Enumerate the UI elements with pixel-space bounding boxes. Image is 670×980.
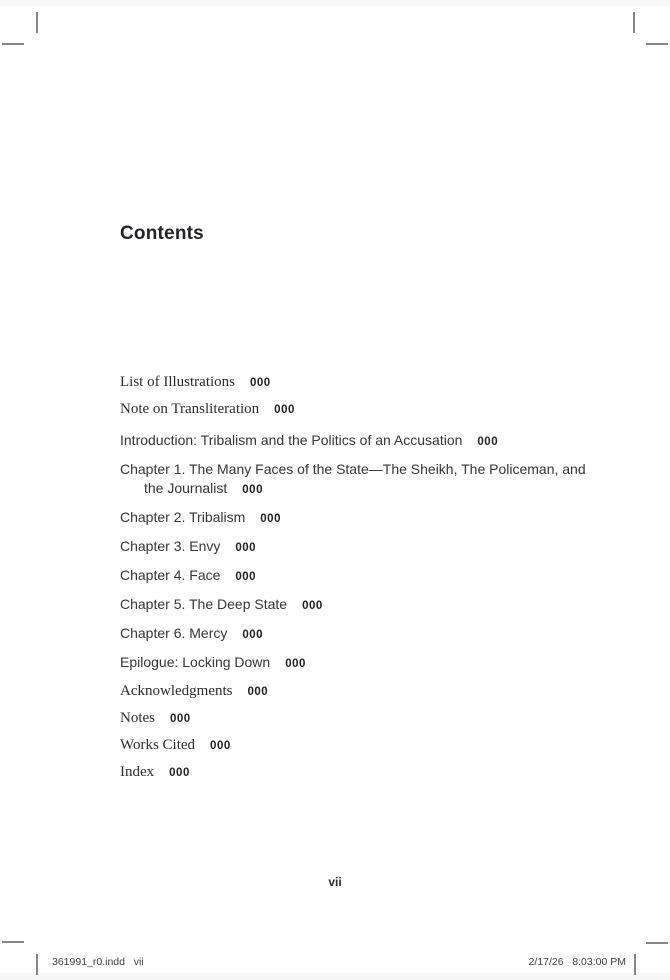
page-folio: vii xyxy=(328,875,342,889)
page-title: Contents xyxy=(120,223,204,244)
crop-mark-top-right-horizontal xyxy=(646,43,668,45)
toc-entry-label: Chapter 2. Tribalism xyxy=(120,509,246,525)
toc-entry-page-number: 000 xyxy=(477,436,499,448)
crop-mark-bottom-right-vertical xyxy=(634,954,636,975)
toc-front-matter-section xyxy=(120,373,590,420)
toc-entry-page-number: 000 xyxy=(242,484,263,496)
toc-entry-index xyxy=(120,763,590,783)
toc-entry-note-on-transliteration xyxy=(120,400,590,420)
toc-content xyxy=(120,224,590,790)
toc-entry-label: Notes xyxy=(120,710,155,726)
toc-entry-works-cited xyxy=(120,736,590,756)
toc-back-matter-section xyxy=(120,682,590,783)
toc-entry-chapter-3 xyxy=(120,537,590,558)
toc-entry-epilogue xyxy=(120,653,590,674)
toc-entry-chapter-1 xyxy=(120,460,590,500)
toc-entry-label: Chapter 3. Envy xyxy=(120,538,221,554)
toc-entry-page-number: 000 xyxy=(235,571,257,583)
toc-entry-list-of-illustrations xyxy=(120,373,590,393)
toc-entry-page-number: 000 xyxy=(242,629,264,641)
toc-entry-page-number: 000 xyxy=(274,404,295,416)
toc-entry-page-number: 000 xyxy=(302,600,323,612)
slug-filename: 361991_r0.indd vii xyxy=(52,956,144,968)
crop-mark-bottom-left-horizontal xyxy=(2,941,24,943)
toc-entry-label: List of Illustrations xyxy=(120,374,235,390)
toc-entry-label: Index xyxy=(120,764,155,780)
toc-entry-chapter-5 xyxy=(120,595,590,616)
toc-entry-label: Works Cited xyxy=(120,737,196,753)
toc-entry-label: Acknowledgments xyxy=(120,683,233,699)
toc-entry-introduction xyxy=(120,431,590,452)
toc-entry-label: Epilogue: Locking Down xyxy=(120,654,271,670)
toc-entry-chapter-4 xyxy=(120,566,590,587)
toc-entry-label: Note on Transliteration xyxy=(120,401,260,417)
book-page xyxy=(0,6,670,973)
crop-mark-bottom-left-vertical xyxy=(36,954,38,975)
toc-entry-page-number: 000 xyxy=(170,713,191,725)
toc-entry-page-number: 000 xyxy=(210,740,231,752)
toc-entry-label: Chapter 6. Mercy xyxy=(120,625,228,641)
toc-entry-label: Chapter 5. The Deep State xyxy=(120,596,288,612)
crop-mark-top-left-horizontal xyxy=(2,43,24,45)
crop-mark-top-left-vertical xyxy=(36,12,38,33)
toc-entry-page-number: 000 xyxy=(260,513,281,525)
toc-entry-page-number: 000 xyxy=(169,767,190,779)
toc-entry-label: Introduction: Tribalism and the Politics of an Accusation xyxy=(120,432,463,448)
toc-entry-page-number: 000 xyxy=(235,542,257,554)
crop-mark-bottom-right-horizontal xyxy=(646,942,668,944)
slug-timestamp: 2/17/26 8:03:00 PM xyxy=(528,956,626,968)
toc-entry-chapter-2 xyxy=(120,508,590,529)
toc-entry-page-number: 000 xyxy=(250,377,271,389)
crop-mark-top-right-vertical xyxy=(633,12,635,33)
toc-entry-chapter-6 xyxy=(120,624,590,645)
toc-entry-notes xyxy=(120,709,590,729)
toc-entry-label: Chapter 1. The Many Faces of the State—The Sheikh, The Policeman, and the Journalist xyxy=(120,461,586,496)
toc-entry-page-number: 000 xyxy=(247,686,269,698)
toc-entry-page-number: 000 xyxy=(285,658,306,670)
toc-entry-label: Chapter 4. Face xyxy=(120,567,221,583)
toc-chapters-section xyxy=(120,431,590,674)
toc-entry-acknowledgments xyxy=(120,682,590,702)
